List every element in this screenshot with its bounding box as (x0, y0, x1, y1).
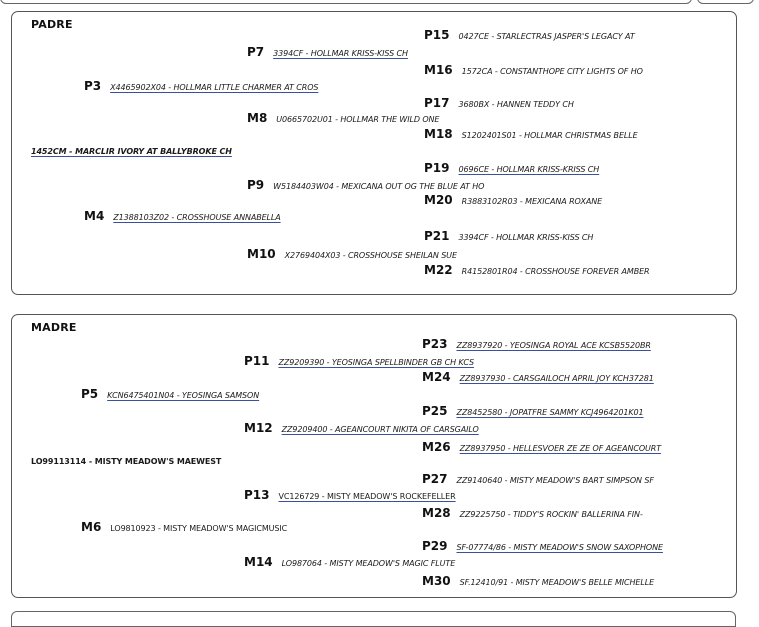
entry-code: M4 (84, 209, 105, 223)
entry-code: P21 (424, 229, 450, 243)
top-edge-left (0, 0, 692, 4)
entry-code: P19 (424, 161, 450, 175)
entry-code: P25 (422, 404, 448, 418)
entry-name[interactable]: LO9810923 - MISTY MEADOW'S MAGICMUSIC (110, 524, 288, 533)
entry-name[interactable]: 0696CE - HOLLMAR KRISS-KRISS CH (458, 165, 600, 174)
padre-title: PADRE (31, 18, 73, 31)
pedigree-entry-dam (31, 452, 221, 469)
entry-name[interactable]: ZZ8937950 - HELLESVOER ZE ZE OF AGEANCOURT (459, 444, 662, 453)
entry-name[interactable]: ZZ8452580 - JOPATFRE SAMMY KCJ4964201K01 (456, 408, 644, 417)
entry-name[interactable]: ZZ9209390 - YEOSINGA SPELLBINDER GB CH KCS (278, 358, 474, 367)
entry-name[interactable]: 3680BX - HANNEN TEDDY CH (458, 100, 574, 109)
entry-name[interactable]: S1202401S01 - HOLLMAR CHRISTMAS BELLE (461, 131, 638, 140)
entry-code: M20 (424, 193, 453, 207)
madre-title: MADRE (31, 321, 77, 334)
entry-code: M8 (247, 111, 268, 125)
entry-name[interactable]: U0665702U01 - HOLLMAR THE WILD ONE (276, 115, 440, 124)
pedigree-entry-p3 (84, 78, 318, 95)
pedigree-entry-m16 (424, 62, 643, 79)
entry-code: M24 (422, 370, 451, 384)
entry-name[interactable]: X2769404X03 - CROSSHOUSE SHEILAN SUE (284, 251, 457, 260)
entry-name[interactable]: R3883102R03 - MEXICANA ROXANE (461, 197, 603, 206)
pedigree-entry-p27 (422, 471, 654, 488)
entry-code: M14 (244, 555, 273, 569)
pedigree-entry-m22 (424, 262, 650, 279)
pedigree-entry-m30 (422, 573, 654, 590)
entry-name[interactable]: R4152801R04 - CROSSHOUSE FOREVER AMBER (461, 267, 650, 276)
entry-code: P3 (84, 79, 102, 93)
entry-name[interactable]: SF.12410/91 - MISTY MEADOW'S BELLE MICHELLE (459, 578, 655, 587)
entry-name[interactable]: KCN6475401N04 - YEOSINGA SAMSON (107, 391, 260, 400)
pedigree-entry-m4 (84, 208, 281, 225)
entry-name[interactable]: LO99113114 - MISTY MEADOW'S MAEWEST (31, 457, 222, 466)
entry-name[interactable]: SF-07774/86 - MISTY MEADOW'S SNOW SAXOPHONE (456, 543, 663, 552)
pedigree-entry-sire (31, 142, 232, 159)
pedigree-entry-p29 (422, 538, 663, 555)
pedigree-entry-m14 (244, 554, 455, 571)
entry-name[interactable]: Z1388103Z02 - CROSSHOUSE ANNABELLA (113, 213, 281, 222)
entry-code: M12 (244, 421, 273, 435)
entry-code: M18 (424, 127, 453, 141)
pedigree-entry-p21 (424, 228, 593, 245)
pedigree-entry-m8 (247, 110, 439, 127)
entry-name[interactable]: ZZ9209400 - AGEANCOURT NIKITA OF CARSGAILO (281, 425, 479, 434)
pedigree-entry-m24 (422, 369, 654, 386)
entry-name[interactable]: VC126729 - MISTY MEADOW'S ROCKEFELLER (278, 492, 456, 501)
entry-code: P15 (424, 28, 450, 42)
pedigree-entry-p25 (422, 403, 644, 420)
entry-code: P27 (422, 472, 448, 486)
entry-name[interactable]: X4465902X04 - HOLLMAR LITTLE CHARMER AT CROS (110, 83, 319, 92)
pedigree-entry-p19 (424, 160, 599, 177)
entry-name[interactable]: ZZ8937930 - CARSGAILOCH APRIL JOY KCH37281 (459, 374, 654, 383)
entry-code: P23 (422, 337, 448, 351)
pedigree-entry-m20 (424, 192, 602, 209)
entry-name[interactable]: 3394CF - HOLLMAR KRISS-KISS CH (458, 233, 594, 242)
pedigree-entry-m18 (424, 126, 638, 143)
pedigree-entry-p7 (247, 44, 408, 61)
pedigree-entry-p15 (424, 27, 635, 44)
entry-code: P5 (81, 387, 99, 401)
pedigree-entry-p11 (244, 353, 474, 370)
entry-name[interactable]: 0427CE - STARLECTRAS JASPER'S LEGACY AT (458, 32, 635, 41)
bottom-edge (11, 611, 736, 627)
entry-code: P11 (244, 354, 270, 368)
entry-name[interactable]: ZZ9225750 - TIDDY'S ROCKIN' BALLERINA FIN- (459, 510, 643, 519)
entry-code: M28 (422, 506, 451, 520)
entry-name[interactable]: ZZ8937920 - YEOSINGA ROYAL ACE KCSB5520BR (456, 341, 651, 350)
entry-code: P7 (247, 45, 265, 59)
entry-code: M22 (424, 263, 453, 277)
entry-name[interactable]: ZZ9140640 - MISTY MEADOW'S BART SIMPSON SF (456, 476, 654, 485)
entry-code: M16 (424, 63, 453, 77)
entry-code: M10 (247, 247, 276, 261)
entry-code: P29 (422, 539, 448, 553)
entry-code: M26 (422, 440, 451, 454)
entry-name[interactable]: W5184403W04 - MEXICANA OUT OG THE BLUE AT HO (273, 182, 485, 191)
entry-code: M6 (81, 520, 102, 534)
entry-code: M30 (422, 574, 451, 588)
entry-name[interactable]: 1452CM - MARCLIR IVORY AT BALLYBROKE CH (31, 147, 232, 156)
entry-name[interactable]: 3394CF - HOLLMAR KRISS-KISS CH (273, 49, 408, 58)
entry-name[interactable]: 1572CA - CONSTANTHOPE CITY LIGHTS OF HO (461, 67, 643, 76)
top-edge-right (697, 0, 754, 4)
pedigree-entry-p13 (244, 487, 456, 504)
entry-code: P13 (244, 488, 270, 502)
pedigree-entry-m6 (81, 519, 287, 536)
entry-code: P9 (247, 178, 265, 192)
pedigree-entry-p23 (422, 336, 651, 353)
pedigree-entry-m28 (422, 505, 643, 522)
pedigree-entry-m10 (247, 246, 457, 263)
entry-code: P17 (424, 96, 450, 110)
entry-name[interactable]: LO987064 - MISTY MEADOW'S MAGIC FLUTE (281, 559, 456, 568)
pedigree-entry-m26 (422, 439, 661, 456)
pedigree-entry-p17 (424, 95, 574, 112)
pedigree-entry-m12 (244, 420, 479, 437)
pedigree-entry-p5 (81, 386, 259, 403)
